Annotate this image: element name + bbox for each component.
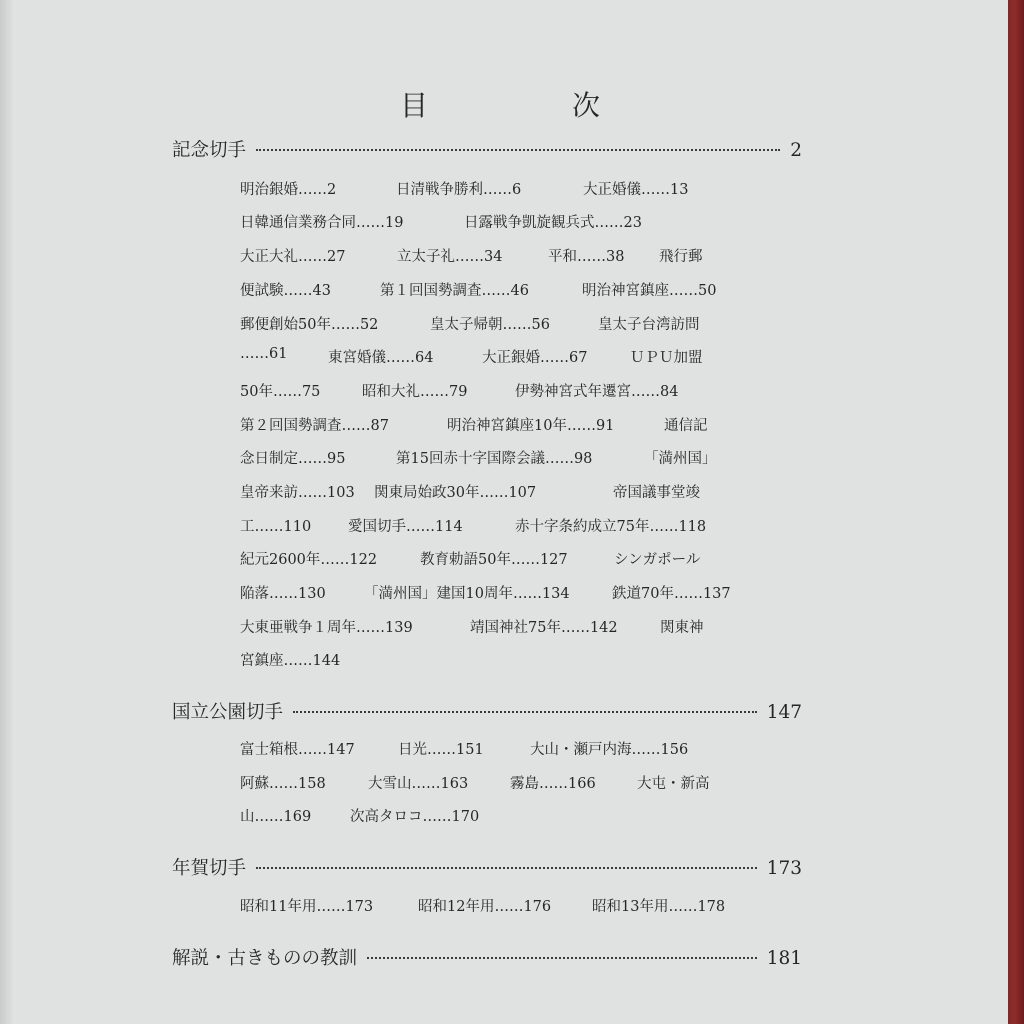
toc-entry: 昭和13年用……178 bbox=[592, 899, 726, 915]
section-page-number: 173 bbox=[766, 858, 802, 879]
toc-entry: 日露戦争凱旋観兵式……23 bbox=[464, 215, 642, 231]
toc-entry: シンガポール bbox=[614, 552, 701, 568]
section-page-number: 147 bbox=[766, 702, 802, 723]
title-char-2: 次 bbox=[571, 89, 600, 122]
toc-entry: 第15回赤十字国際会議……98 bbox=[396, 451, 593, 467]
toc-entry: 大東亜戦争１周年……139 bbox=[240, 620, 413, 636]
toc-entry: 第２回国勢調査……87 bbox=[240, 418, 389, 434]
toc-entry: 皇太子台湾訪問 bbox=[598, 317, 700, 333]
section-title: 国立公園切手 bbox=[172, 702, 284, 723]
toc-entry: 明治神宮鎮座……50 bbox=[582, 283, 717, 299]
toc-entry: 関東局始政30年……107 bbox=[374, 485, 537, 501]
leader-dots bbox=[256, 857, 757, 869]
title-char-1: 目 bbox=[400, 89, 429, 122]
toc-entry: 山……169 bbox=[240, 809, 312, 825]
toc-entry: 念日制定……95 bbox=[240, 451, 346, 467]
toc-entry: 大屯・新高 bbox=[637, 776, 710, 792]
toc-entry: 大雪山……163 bbox=[368, 776, 469, 792]
toc-entry: 50年……75 bbox=[240, 384, 321, 400]
toc-entry: 大正銀婚……67 bbox=[482, 350, 588, 366]
toc-entry: 霧島……166 bbox=[510, 776, 596, 792]
toc-entry: 皇帝来訪……103 bbox=[240, 485, 355, 501]
toc-entry: 愛国切手……114 bbox=[348, 519, 463, 535]
toc-entry: 鉄道70年……137 bbox=[612, 586, 731, 602]
toc-entry: 赤十字条約成立75年……118 bbox=[515, 519, 707, 535]
toc-entry: 工……110 bbox=[240, 519, 312, 535]
section-title: 記念切手 bbox=[172, 140, 247, 161]
toc-entry: 陥落……130 bbox=[240, 586, 326, 602]
toc-entry: 日韓通信業務合同……19 bbox=[240, 215, 404, 231]
toc-entry: 皇太子帰朝……56 bbox=[430, 317, 550, 333]
toc-entry: 昭和11年用……173 bbox=[240, 899, 374, 915]
toc-entry: 郵便創始50年……52 bbox=[240, 317, 379, 333]
toc-entry: ＵＰＵ加盟 bbox=[630, 350, 703, 366]
toc-entry: 次高タロコ……170 bbox=[350, 809, 480, 825]
toc-section-commentary bbox=[172, 944, 802, 974]
toc-entry: 日清戦争勝利……6 bbox=[396, 182, 522, 198]
toc-entry: 明治神宮鎮座10年……91 bbox=[447, 418, 615, 434]
toc-section-commemorative bbox=[172, 136, 802, 166]
toc-entry: 富士箱根……147 bbox=[240, 742, 355, 758]
page-title bbox=[400, 84, 600, 120]
leader-dots bbox=[367, 947, 757, 959]
toc-entry: 昭和12年用……176 bbox=[418, 899, 552, 915]
toc-entry: 明治銀婚……2 bbox=[240, 182, 337, 198]
section-page-number: 2 bbox=[790, 140, 802, 161]
toc-entry: 大正大礼……27 bbox=[240, 249, 346, 265]
toc-entry: 東宮婚儀……64 bbox=[328, 350, 434, 366]
toc-entry: 阿蘇……158 bbox=[240, 776, 326, 792]
toc-entry: 「満州国」 bbox=[644, 451, 717, 467]
toc-entry: 平和……38 bbox=[548, 249, 625, 265]
section-title: 解説・古きものの教訓 bbox=[172, 948, 358, 969]
toc-entry: 日光……151 bbox=[398, 742, 484, 758]
leader-dots bbox=[256, 139, 780, 151]
toc-entry: 教育勅語50年……127 bbox=[420, 552, 568, 568]
toc-entry: 帝国議事堂竣 bbox=[613, 485, 700, 501]
toc-entry: 宮鎮座……144 bbox=[240, 653, 341, 669]
section-page-number: 181 bbox=[766, 948, 802, 969]
toc-entry: 立太子礼……34 bbox=[397, 249, 503, 265]
leader-dots bbox=[293, 701, 757, 713]
toc-entry: ……61 bbox=[240, 346, 288, 362]
toc-entry: 通信記 bbox=[664, 418, 708, 434]
toc-entry: 関東神 bbox=[660, 620, 704, 636]
toc-entry: 飛行郵 bbox=[659, 249, 703, 265]
toc-entry: 大正婚儀……13 bbox=[583, 182, 689, 198]
toc-entry: 大山・瀬戸内海……156 bbox=[530, 742, 689, 758]
toc-section-national-parks bbox=[172, 698, 802, 728]
section-title: 年賀切手 bbox=[172, 858, 247, 879]
book-cover-edge bbox=[1008, 0, 1024, 1024]
toc-entry: 紀元2600年……122 bbox=[240, 552, 378, 568]
toc-entry: 「満州国」建国10周年……134 bbox=[364, 586, 570, 602]
toc-entry: 靖国神社75年……142 bbox=[470, 620, 618, 636]
toc-entry: 伊勢神宮式年遷宮……84 bbox=[515, 384, 679, 400]
toc-entry: 昭和大礼……79 bbox=[362, 384, 468, 400]
toc-entry: 第１回国勢調査……46 bbox=[380, 283, 529, 299]
toc-section-new-year bbox=[172, 854, 802, 884]
toc-entry: 便試験……43 bbox=[240, 283, 331, 299]
page-gutter-shadow bbox=[0, 0, 14, 1024]
